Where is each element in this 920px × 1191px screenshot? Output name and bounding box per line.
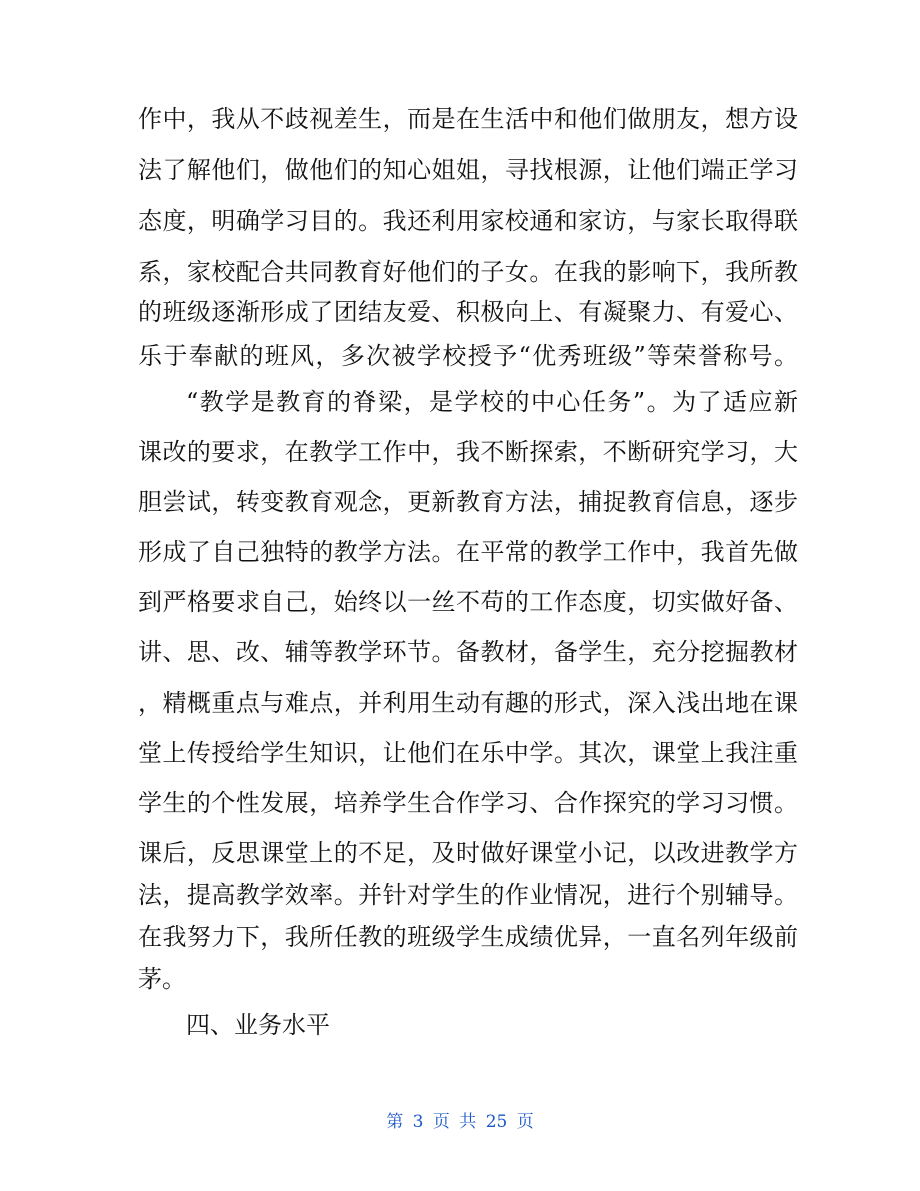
paragraph-line-2: 法了解他们，做他们的知心姐姐，寻找根源，让他们端正学习 bbox=[138, 156, 798, 184]
paragraph-line-6: 乐于奉献的班风，多次被学校授予“优秀班级”等荣誉称号。 bbox=[138, 342, 798, 370]
paragraph-line-17: 法，提高教学效率。并针对学生的作业情况，进行个别辅导。 bbox=[138, 881, 798, 909]
paragraph-line-5: 的班级逐渐形成了团结友爱、积极向上、有凝聚力、有爱心、 bbox=[138, 298, 798, 326]
paragraph-line-16: 课后，反思课堂上的不足，及时做好课堂小记，以改进教学方 bbox=[138, 839, 798, 867]
section-heading: 四、业务水平 bbox=[186, 1011, 330, 1039]
page-number-footer: 第 3 页 共 25 页 bbox=[386, 1112, 534, 1132]
paragraph-line-3: 态度，明确学习目的。我还利用家校通和家访，与家长取得联 bbox=[138, 207, 798, 235]
paragraph-line-18: 在我努力下，我所任教的班级学生成绩优异，一直名列年级前 bbox=[138, 923, 798, 951]
paragraph-line-13: ，精概重点与难点，并利用生动有趣的形式，深入浅出地在课 bbox=[138, 689, 798, 717]
paragraph-line-10: 形成了自己独特的教学方法。在平常的教学工作中，我首先做 bbox=[138, 538, 798, 566]
paragraph-line-4: 系，家校配合共同教育好他们的子女。在我的影响下，我所教 bbox=[138, 258, 798, 286]
paragraph-line-7: “教学是教育的脊梁，是学校的中心任务”。为了适应新 bbox=[186, 388, 798, 416]
paragraph-line-1: 作中，我从不歧视差生，而是在生活中和他们做朋友，想方设 bbox=[138, 105, 798, 133]
paragraph-line-14: 堂上传授给学生知识，让他们在乐中学。其次，课堂上我注重 bbox=[138, 739, 798, 767]
paragraph-line-9: 胆尝试，转变教育观念，更新教育方法，捕捉教育信息，逐步 bbox=[138, 488, 798, 516]
paragraph-line-11: 到严格要求自己，始终以一丝不苟的工作态度，切实做好备、 bbox=[138, 588, 798, 616]
paragraph-line-8: 课改的要求，在教学工作中，我不断探索，不断研究学习，大 bbox=[138, 438, 798, 466]
paragraph-line-15: 学生的个性发展，培养学生合作学习、合作探究的学习习惯。 bbox=[138, 789, 798, 817]
paragraph-line-12: 讲、思、改、辅等教学环节。备教材，备学生，充分挖掘教材 bbox=[138, 638, 798, 666]
paragraph-line-19: 茅。 bbox=[138, 965, 186, 993]
